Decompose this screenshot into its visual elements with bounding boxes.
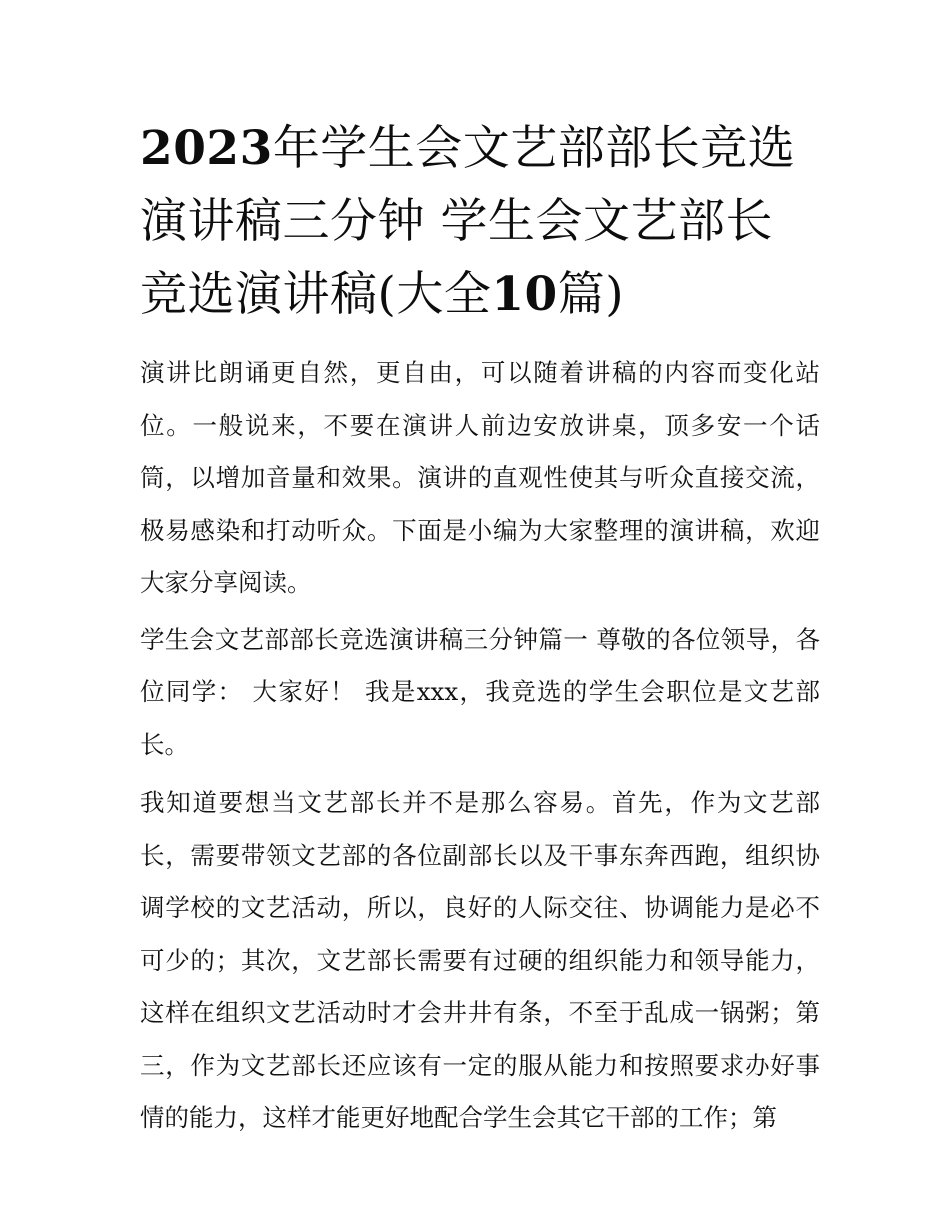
title-year: 2023: [140, 121, 273, 176]
intro-paragraph: 演讲比朗诵更自然，更自由，可以随着讲稿的内容而变化站位。一般说来，不要在演讲人前边安放讲桌，顶多安一个话筒，以增加音量和效果。演讲的直观性使其与听众直接交流，极易感染和打动听众。下面是小编为大家整理的演讲稿，欢迎大家分享阅读。: [140, 358, 820, 597]
speech-opening-paragraph: 学生会文艺部部长竞选演讲稿三分钟篇一 尊敬的各位领导，各位同学： 大家好！ 我是xxx，我竞选的学生会职位是文艺部长。: [140, 624, 820, 759]
title-text: 年学生会文艺部部长竞选演讲稿三分钟 学生会文艺部长竞选演讲稿(大全: [140, 121, 796, 322]
document-content: [140, 112, 820, 1145]
document-title: [140, 112, 820, 331]
speech-body-paragraph: 我知道要想当文艺部长并不是那么容易。首先，作为文艺部长，需要带领文艺部的各位副部长以及干事东奔西跑，组织协调学校的文艺活动，所以，良好的人际交往、协调能力是必不可少的；其次，文艺部长需要有过硬的组织能力和领导能力，这样在组织文艺活动时才会井井有条，不至于乱成一锅粥；第三，作为文艺部长还应该有一定的服从能力和按照要求办好事情的能力，这样才能更好地配合学生会其它干部的工作；第: [140, 788, 820, 1132]
title-count: 10: [491, 267, 558, 322]
title-tail: 篇): [557, 267, 625, 322]
